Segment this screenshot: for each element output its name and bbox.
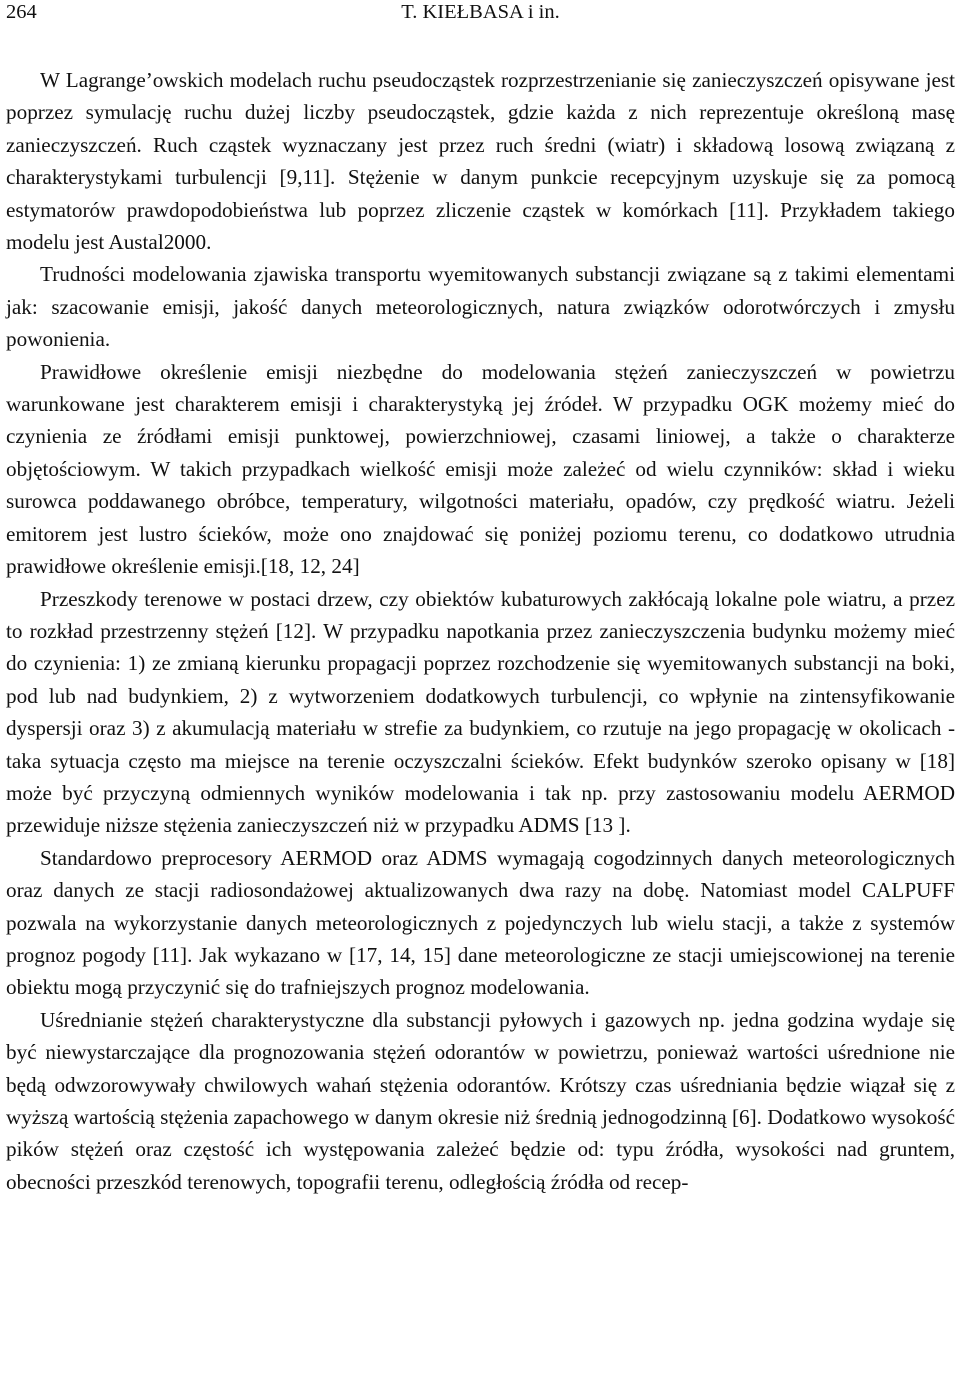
paragraph-terrain-obstacles: Przeszkody terenowe w postaci drzew, czy obiektów kubaturowych zakłócają lokalne pole wiatru, a przez to rozkład przestrzenny stężeń [12]. W przypadku napotkania przez zanieczyszczenia budynku możemy mieć do czynienia: 1) ze zmianą kierunku propagacji poprzez rozchodzenie się wyemitowanych substancji na boki, pod lub nad budynkiem, 2) z wytworzeniem dodatkowych turbulencji, co wpłynie na zintensyfikowanie dyspersji oraz 3) z akumulacją materiału w strefie za budynkiem, co rzutuje na jego propagację w okolicach - taka sytuacja często ma miejsce na terenie oczyszczalni ścieków. Efekt budynków szeroko opisany w [18] może być przyczyną odmiennych wyników modelowania i tak np. przy zastosowaniu modelu AERMOD przewiduje niższe stężenia zanieczyszczeń niż w przypadku ADMS [13 ]. [6, 586, 955, 838]
page-number: 264 [6, 1, 37, 23]
body-text [6, 64, 955, 1198]
document-page [6, 0, 955, 1198]
paragraph-modelling-difficulties: Trudności modelowania zjawiska transportu wyemitowanych substancji związane są z takimi elementami jak: szacowanie emisji, jakość danych meteorologicznych, natura związków odorotwórczych i zmysłu powonienia. [6, 262, 955, 352]
paragraph-lagrangian-models: W Lagrange’owskich modelach ruchu pseudocząstek rozprzestrzenianie się zanieczyszczeń opisywane jest poprzez symulację ruchu dużej liczby pseudocząstek, gdzie każda z nich reprezentuje określoną masę zanieczyszczeń. Ruch cząstek wyznaczany jest przez ruch średni (wiatr) i składową losową związaną z charakterystykami turbulencji [9,11]. Stężenie w danym punkcie recepcyjnym uzyskuje się za pomocą estymatorów prawdopodobieństwa lub poprzez zliczenie cząstek w komórkach [11]. Przykładem takiego modelu jest Austal2000. [6, 68, 955, 255]
paragraph-meteorological-preprocessors: Standardowo preprocesory AERMOD oraz ADMS wymagają cogodzinnych danych meteorologicznych oraz danych ze stacji radiosondażowej aktualizowanych dwa razy na dobę. Natomiast model CALPUFF pozwala na wykorzystanie danych meteorologicznych z pojedynczych lub wielu stacji, a także z systemów prognoz pogody [11]. Jak wykazano w [17, 14, 15] dane meteorologiczne ze stacji umiejscowionej na terenie obiektu mogą przyczynić się do trafniejszych prognoz modelowania. [6, 845, 955, 1000]
paragraph-emission-determination: Prawidłowe określenie emisji niezbędne do modelowania stężeń zanieczyszczeń w powietrzu warunkowane jest charakterem emisji i charakterystyką jej źródeł. W przypadku OGK możemy mieć do czynienia ze źródłami emisji punktowej, powierzchniowej, czasami liniowej, a także o charakterze objętościowym. W takich przypadkach wielkość emisji może zależeć od wielu czynników: skład i wieku surowca poddawanego obróbce, temperatury, wilgotności materiału, opadów, czy prędkość wiatru. Jeżeli emitorem jest lustro ścieków, może ono znajdować się poniżej poziomu terenu, co dodatkowo utrudnia prawidłowe określenie emisji.[18, 12, 24] [6, 359, 955, 579]
running-header [6, 0, 955, 30]
paragraph-concentration-averaging: Uśrednianie stężeń charakterystyczne dla substancji pyłowych i gazowych np. jedna godzina wydaje się być niewystarczające dla prognozowania stężeń odorantów w powietrzu, ponieważ wartości uśrednione nie będą odwzorowywały chwilowych wahań stężenia odorantów. Krótszy czas uśredniania będzie wiązał się z wyższą wartością stężenia zapachowego w danym okresie niż średnią jednogodzinną [6]. Dodatkowo wysokość pików stężeń oraz częstość ich występowania zależeć będzie od: typu źródła, wysokości nad gruntem, obecności przeszkód terenowych, topografii terenu, odległością źródła od recep- [6, 1007, 955, 1194]
running-title: T. KIEŁBASA i in. [401, 1, 560, 23]
